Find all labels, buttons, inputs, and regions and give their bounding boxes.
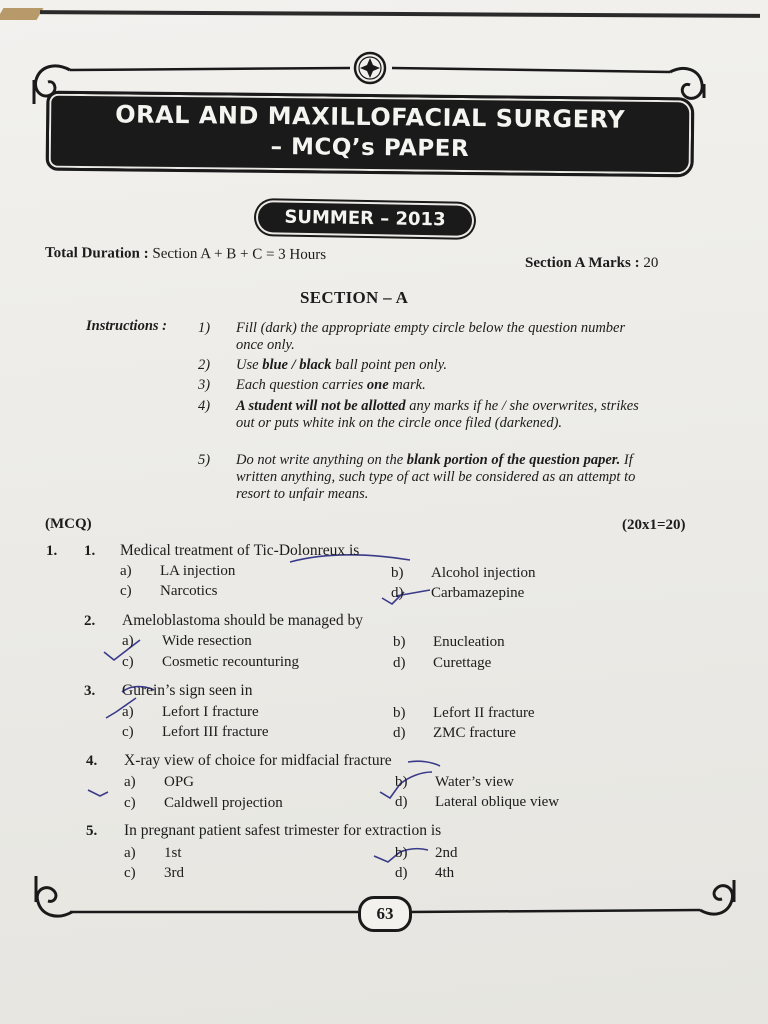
option-a: a) Lefort I fracture (122, 704, 259, 720)
total-duration (45, 245, 326, 264)
instruction-number: 4) (198, 398, 211, 414)
question-text: In pregnant patient safest trimester for extraction is (124, 822, 442, 839)
page-number: 63 (358, 896, 412, 932)
instruction-number: 1) (198, 320, 211, 336)
instruction-item (198, 320, 656, 354)
question-number: 1. (84, 543, 96, 559)
question-text: Medical treatment of Tic-Dolonreux is (120, 542, 360, 559)
option-b: b) Lefort II fracture (393, 705, 535, 721)
section-marks (525, 255, 658, 272)
instruction-number: 2) (198, 357, 211, 373)
instruction-text: Each question carries (236, 377, 367, 393)
instruction-number: 5) (198, 452, 211, 468)
instruction-text: Use (236, 357, 263, 373)
instruction-item (198, 377, 656, 394)
instruction-bold: blank portion of the question paper. (406, 452, 621, 468)
option-a: a) OPG (124, 774, 195, 790)
instruction-text: If written anything, such type of act will be considered as an attempt to resort to unfair means. (236, 452, 636, 502)
session-badge: SUMMER – 2013 (258, 202, 472, 236)
outer-question-number: 1. (46, 543, 58, 559)
option-c: c) 3rd (124, 865, 184, 881)
option-a: a) LA injection (120, 563, 236, 579)
instruction-text: any marks if he / she overwrites, strikes out or puts white ink on the circle once filed (darkened). (236, 398, 639, 431)
question-text: X-ray view of choice for midfacial fracture (124, 752, 392, 769)
question-number: 4. (86, 753, 98, 769)
instruction-item (198, 398, 658, 432)
option-d: d) ZMC fracture (393, 725, 516, 741)
instructions-label: Instructions : (86, 318, 167, 334)
title-banner (46, 91, 695, 178)
option-a: a) 1st (124, 845, 182, 861)
instruction-text: Fill (dark) the appropriate empty circle below the question number once only. (236, 320, 626, 353)
instruction-item (198, 357, 656, 374)
option-c: c) Caldwell projection (124, 795, 283, 811)
mcq-total-marks: (20x1=20) (622, 517, 686, 533)
title-line-1: ORAL AND MAXILLOFACIAL SURGERY (115, 100, 626, 134)
question-number: 2. (84, 613, 96, 629)
option-b: b) Alcohol injection (391, 565, 536, 581)
option-c: c) Narcotics (120, 583, 218, 599)
marks-label: Section A Marks : (525, 255, 640, 271)
duration-value: Section A + B + C = 3 Hours (152, 245, 327, 263)
duration-label: Total Duration : (44, 245, 149, 262)
option-b: b) Enucleation (393, 634, 505, 650)
option-a: a) Wide resection (122, 633, 252, 649)
instruction-text: ball point pen only. (331, 357, 448, 373)
section-heading: SECTION – A (300, 288, 409, 307)
option-d: d) 4th (395, 865, 455, 881)
marks-value: 20 (643, 255, 659, 271)
option-d: d) Lateral oblique view (395, 794, 560, 810)
option-c: c) Cosmetic recounturing (122, 654, 300, 670)
instruction-text: Do not write anything on the (236, 452, 407, 468)
instruction-bold: blue / black (262, 357, 332, 373)
question-text: Gurein’s sign seen in (122, 682, 253, 699)
mcq-label: (MCQ) (45, 516, 92, 532)
instruction-item (198, 452, 660, 503)
instruction-bold: one (366, 377, 389, 393)
question-text: Ameloblastoma should be managed by (122, 612, 364, 629)
option-d: d) Carbamazepine (391, 585, 525, 601)
question-number: 3. (84, 683, 96, 699)
instruction-bold: A student will not be allotted (236, 398, 406, 414)
title-line-2: – MCQ’s PAPER (270, 133, 470, 163)
instruction-number: 3) (198, 377, 211, 393)
option-d: d) Curettage (393, 655, 492, 671)
option-b: b) Water’s view (395, 774, 514, 790)
instruction-text: mark. (388, 377, 426, 393)
option-c: c) Lefort III fracture (122, 724, 269, 740)
option-b: b) 2nd (395, 845, 458, 861)
question-number: 5. (86, 823, 98, 839)
